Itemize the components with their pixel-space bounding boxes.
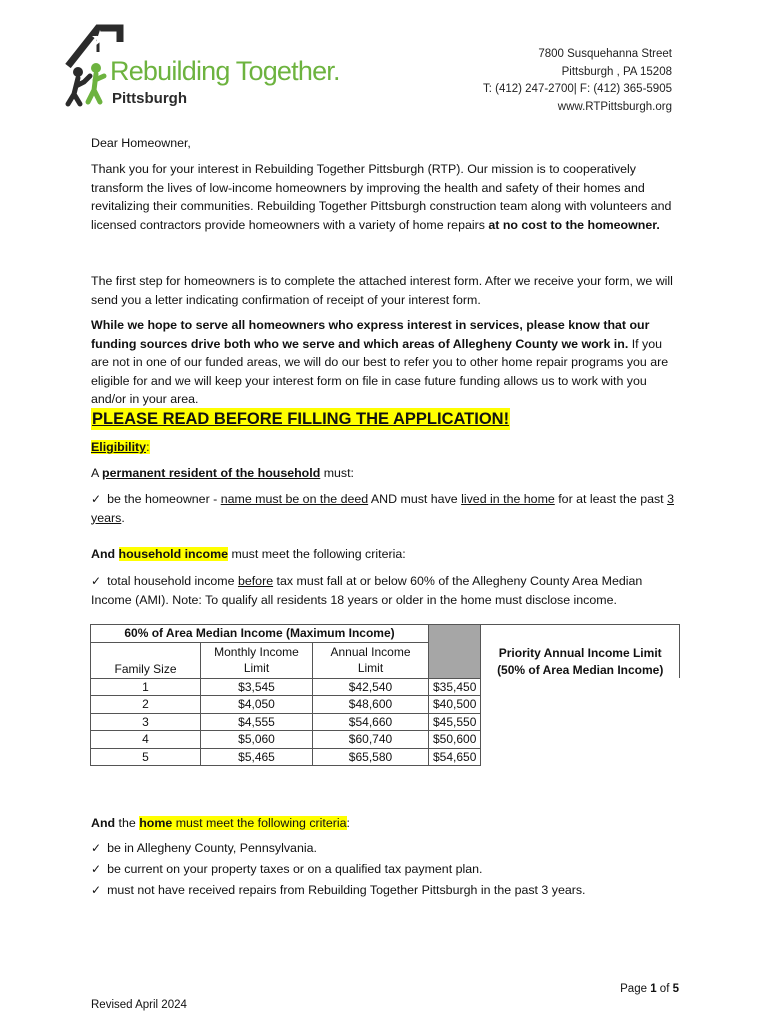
list-item [91,838,691,859]
logo-brand-name: Rebuilding Together. [110,56,340,86]
page-current: 1 [650,983,657,995]
c1-f: 3 years [91,492,674,525]
home-item-text: must not have received repairs from Rebuilding Together Pittsburgh in the past 3 years. [107,883,586,897]
table-row [91,731,680,749]
monthly-limit-cell: $4,555 [201,713,313,731]
no-cost-emphasis: at no cost to the homeowner. [488,217,660,232]
income-criterion [91,572,681,609]
checkmark-icon: ✓ [91,574,102,588]
family-size-cell: 4 [91,731,201,749]
intro-paragraph [91,160,681,234]
home-e: : [346,816,350,830]
funding-paragraph [91,316,681,409]
c1-e: for at least the past [554,492,668,506]
priority-limit-cell: $54,650 [429,748,481,766]
perm-text-b: permanent resident of the household [102,466,321,480]
family-size-header: Family Size [91,643,201,678]
home-a: And [91,816,116,830]
eligibility-label [91,438,150,457]
page-number [620,983,679,995]
table-separator [429,625,481,679]
c2-a: total household income [107,574,238,588]
street-address: 7800 Susquehanna Street [538,48,672,60]
annual-limit-cell: $54,660 [313,713,429,731]
phone-fax: T: (412) 247-2700| F: (412) 365-5905 [482,83,672,95]
c1-g: . [121,510,125,525]
annual-limit-header: Annual Income Limit [313,643,429,678]
table-row [91,678,680,696]
c2-b: before [237,574,274,588]
funding-emphasis: While we hope to serve all homeowners who express interest in services, please know that our funding sources drive both who we serve and which areas of Allegheny County we work in. [91,318,650,351]
annual-limit-cell: $48,600 [313,696,429,714]
hh-c: must meet the following criteria: [228,547,406,561]
homeowner-criterion [91,490,681,527]
family-size-cell: 1 [91,678,201,696]
annual-limit-cell: $60,740 [313,731,429,749]
monthly-limit-header: Monthly Income Limit [201,643,313,678]
logo-city-name: Pittsburgh [112,90,187,107]
priority-limit-cell: $45,550 [429,713,481,731]
priority-limit-cell: $40,500 [429,696,481,714]
family-size-cell: 3 [91,713,201,731]
city-state-zip: Pittsburgh , PA 15208 [561,65,672,78]
home-c: home [139,816,173,830]
contact-address-block [483,46,672,116]
checkmark-icon: ✓ [91,492,102,506]
hh-b: household income [118,547,228,561]
income-limit-table [90,624,680,766]
salutation: Dear Homeowner, [91,136,191,150]
monthly-limit-cell: $5,060 [201,731,313,749]
monthly-limit-cell: $4,050 [201,696,313,714]
home-criteria-line [91,814,350,833]
read-before-heading: PLEASE READ BEFORE FILLING THE APPLICATION! [92,410,510,428]
first-step-paragraph: The first step for homeowners is to complete the attached interest form. After we receive your form, we will send you a letter indicating confirmation of receipt of your interest form. [91,274,673,307]
home-d: must meet the following criteria [172,816,347,830]
monthly-limit-cell: $5,465 [201,748,313,766]
c2-c: tax must fall at or below 60% of the Allegheny County Area Median Income (AMI). Note: To qualify all residents 18 years or older in the home must disclose income. [91,574,643,607]
priority-header-spacer: Priority Annual Income Limit (50% of Area Median Income) [481,625,680,679]
permanent-resident-line [91,464,354,483]
priority-limit-cell: $35,450 [429,678,481,696]
home-item-text: be in Allegheny County, Pennsylvania. [107,841,317,855]
perm-text-a: A [91,466,103,480]
ami-group-header: 60% of Area Median Income (Maximum Income) [91,625,429,643]
home-criteria-list [91,838,691,901]
monthly-limit-cell: $3,545 [201,678,313,696]
family-size-cell: 2 [91,696,201,714]
home-item-text: be current on your property taxes or on a qualified tax payment plan. [107,862,483,876]
table-row [91,696,680,714]
annual-limit-cell: $42,540 [313,678,429,696]
table-row [91,713,680,731]
hh-a: And [91,547,119,561]
perm-text-c: must: [320,466,355,480]
c1-b: name must be on the deed [220,492,369,506]
priority-limit-cell: $50,600 [429,731,481,749]
checkmark-icon: ✓ [91,862,102,876]
revision-date: Revised April 2024 [91,999,187,1011]
page-of: of [656,983,673,995]
table-row [91,748,680,766]
home-b: the [115,816,140,830]
checkmark-icon: ✓ [91,883,102,897]
page-label: Page [620,983,651,995]
funding-text: If you are not in one of our funded areas, we will do our best to refer you to other home repair programs you are eligible for and we will keep your interest form on file in case future funding allows us to work with you and/or in your area. [91,336,669,407]
c1-c: AND must have [368,492,462,506]
list-item [91,859,691,880]
page-total: 5 [672,983,679,995]
family-size-cell: 5 [91,748,201,766]
website[interactable]: www.RTPittsburgh.org [557,100,672,113]
list-item [91,880,691,901]
household-income-line [91,545,406,564]
rebuilding-together-logo [64,22,340,112]
intro-text: Thank you for your interest in Rebuilding Together Pittsburgh (RTP). Our mission is to cooperatively transform the lives of low-income homeowners by improving the health and safety of their homes and revitalizing their communities. Rebuilding Together Pittsburgh construction team along with volunteers and licensed contractors provide homeowners with a variety of home repairs [91,162,672,232]
eligibility-title: Eligibility [91,440,147,454]
c1-a: be the homeowner - [107,492,221,506]
c1-d: lived in the home [461,492,555,506]
annual-limit-cell: $65,580 [313,748,429,766]
eligibility-colon: : [146,440,150,454]
checkmark-icon: ✓ [91,841,102,855]
